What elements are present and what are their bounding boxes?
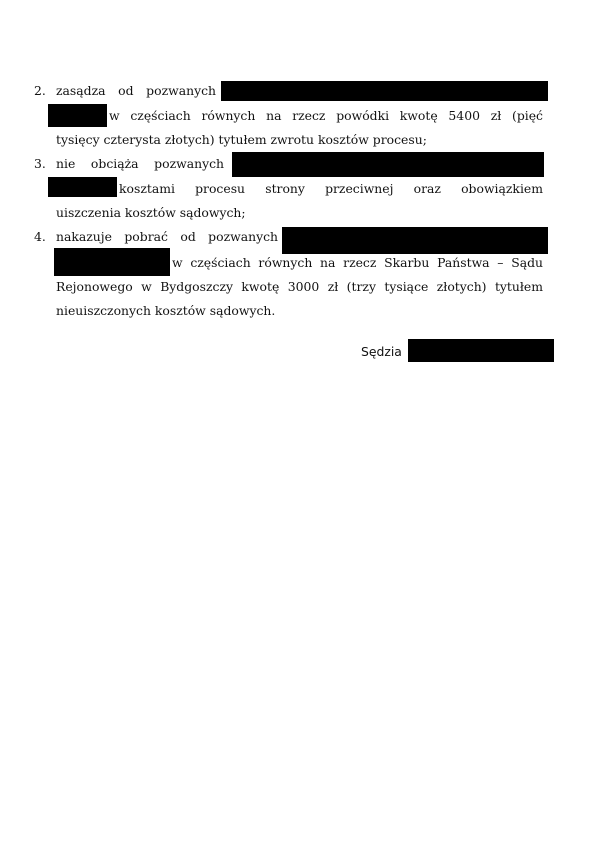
redaction-block [282,227,548,254]
item-text-line: nie obciąża pozwanych [56,156,224,171]
redaction-block [54,248,170,276]
item-text-line: nakazuje pobrać od pozwanych [56,229,278,244]
item-text-line: kosztami procesu strony przeciwnej oraz obowiązkiem [119,181,543,196]
redaction-block [221,81,548,101]
judge-label: Sędzia [361,344,402,359]
redaction-block [408,339,554,362]
item-text-line: w częściach równych na rzecz powódki kwotę 5400 zł (pięć [109,108,543,123]
item-text-line: tysięcy czterysta złotych) tytułem zwrotu kosztów procesu; [56,132,427,147]
item-number: 3. [34,156,46,171]
item-text-line: zasądza od pozwanych [56,83,216,98]
redaction-block [48,104,107,127]
item-number: 2. [34,83,46,98]
item-text-line: Rejonowego w Bydgoszczy kwotę 3000 zł (trzy tysiące złotych) tytułem [56,279,543,294]
redaction-block [232,152,544,177]
item-text-line: nieuiszczonych kosztów sądowych. [56,303,276,318]
item-text-line: uiszczenia kosztów sądowych; [56,205,246,220]
item-number: 4. [34,229,46,244]
item-text-line: w częściach równych na rzecz Skarbu Państwa – Sądu [172,255,543,270]
redaction-block [48,177,117,197]
